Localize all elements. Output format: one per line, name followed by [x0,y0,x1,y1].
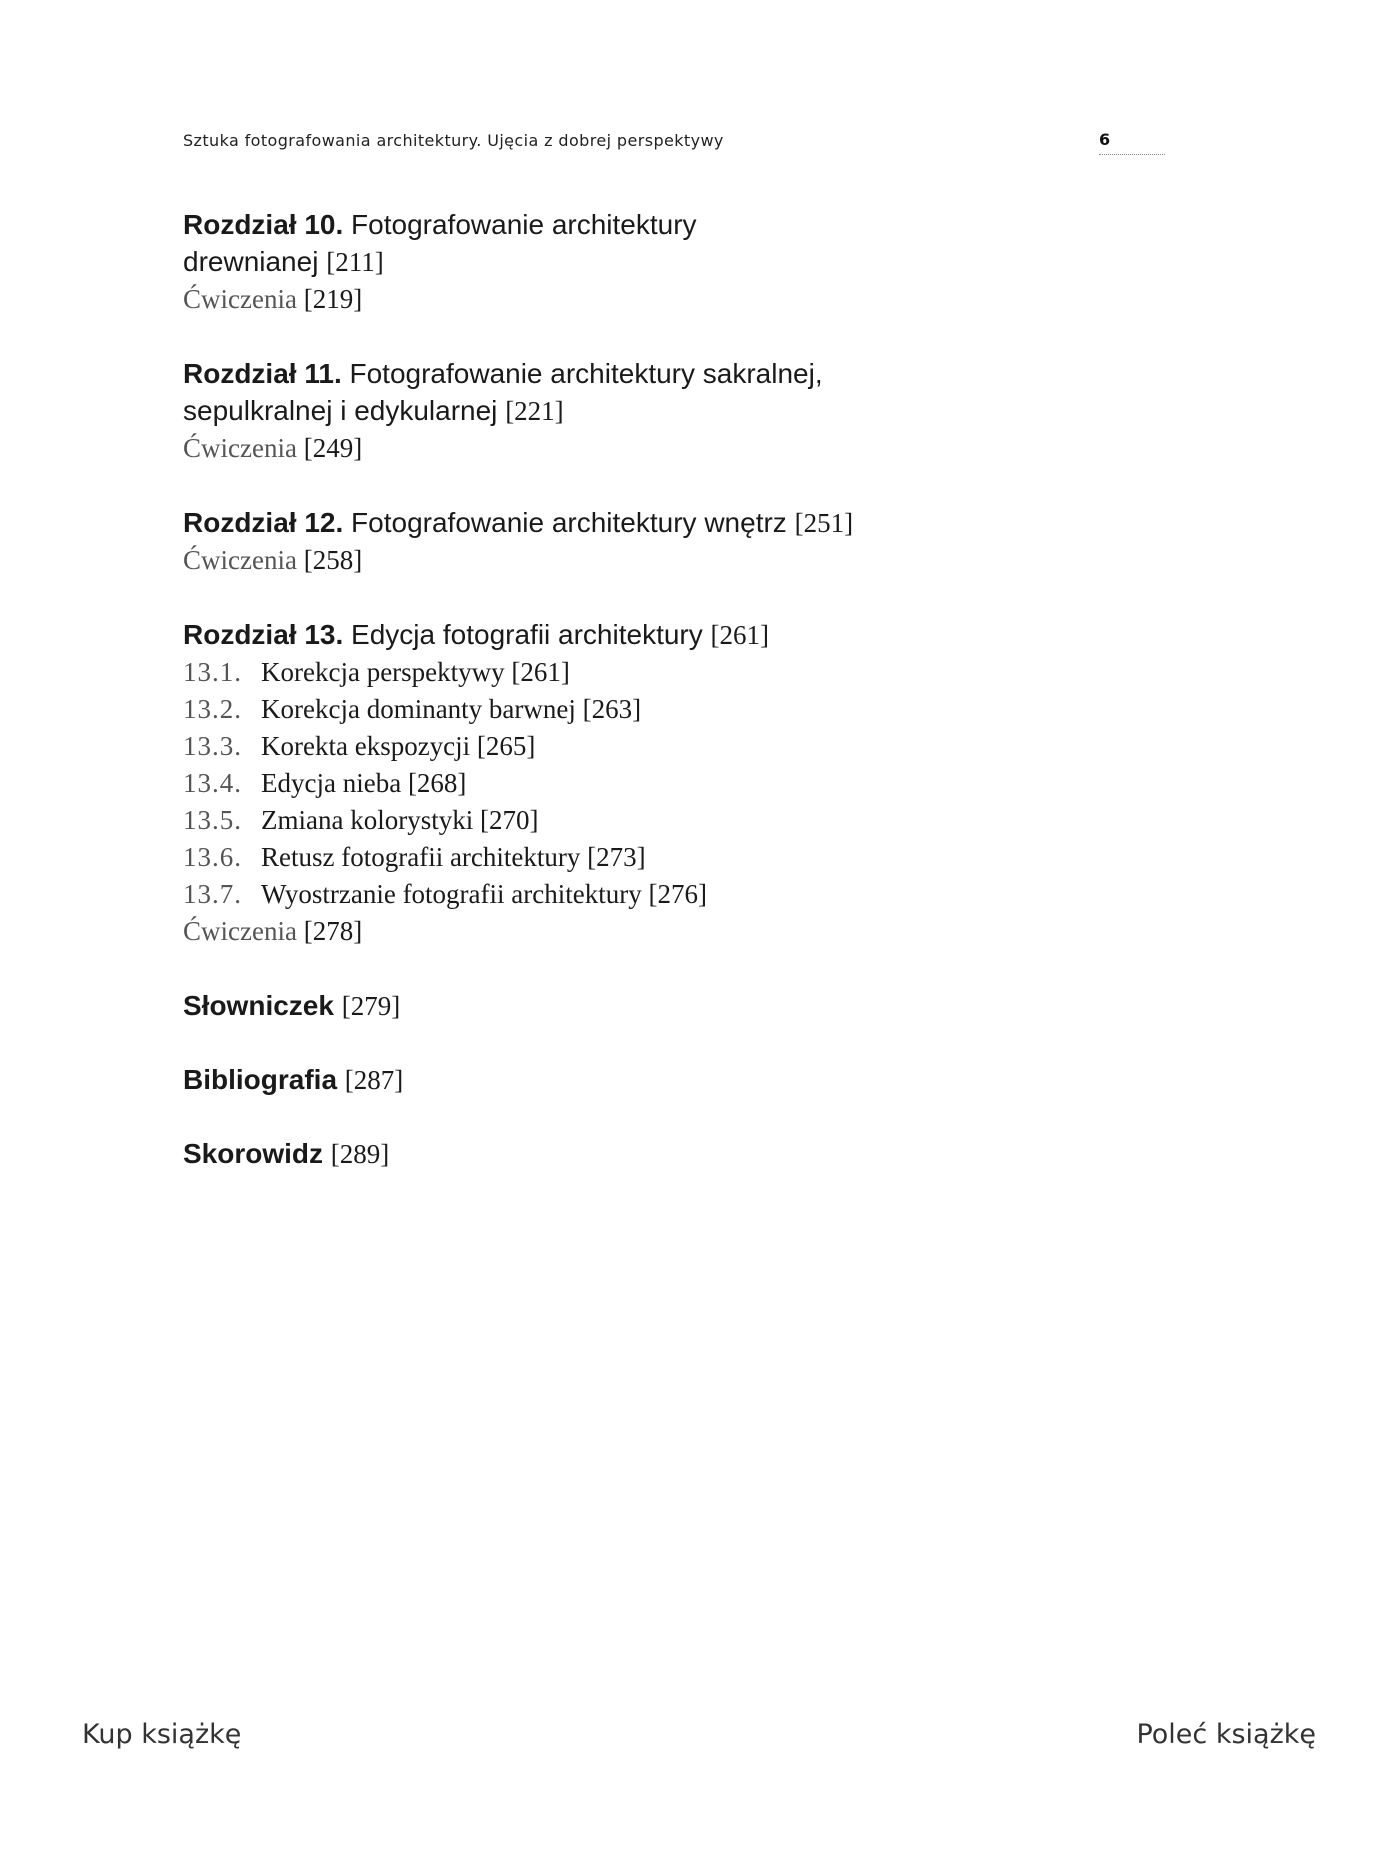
section-entry [183,691,1183,728]
index-label: Skorowidz [183,1138,324,1169]
exercise-entry [183,430,1183,467]
chapter-page: [211] [326,247,384,277]
section-title: Korekcja dominanty barwnej [261,694,576,724]
section-entry [183,802,1183,839]
section-number: 13.6. [183,842,242,872]
glossary-page: [279] [341,991,401,1021]
section-page: [276] [648,879,707,909]
buy-book-link[interactable]: Kup książkę [82,1719,242,1750]
section-number: 13.4. [183,768,242,798]
chapter-page: [261] [710,620,770,650]
section-title: Korekta ekspozycji [261,731,471,761]
exercise-entry [183,913,1183,950]
chapter-label: Rozdział 11. [183,358,342,389]
exercise-label: Ćwiczenia [183,916,297,946]
section-page: [263] [582,694,642,724]
section-entry [183,839,1183,876]
index-page: [289] [330,1139,390,1169]
chapter-page: [251] [794,508,854,538]
section-number: 13.3. [183,731,242,761]
bibliography-label: Bibliografia [183,1064,338,1095]
bibliography-page: [287] [344,1065,404,1095]
section-entry [183,728,1183,765]
section-title: Wyostrzanie fotografii architektury [261,879,642,909]
section-title: Korekcja perspektywy [261,657,505,687]
toc-chapter-10 [183,206,1183,318]
chapter-title: Fotografowanie architektury [351,209,697,240]
section-title: Retusz fotografii architektury [261,842,581,872]
section-entry [183,654,1183,691]
section-number: 13.2. [183,694,242,724]
section-page: [261] [511,657,570,687]
chapter-page: [221] [505,396,564,426]
recommend-book-link[interactable]: Poleć książkę [1136,1719,1316,1750]
chapter-title-continued: drewnianej [183,246,319,277]
chapter-title: Fotografowanie architektury sakralnej, [349,358,823,389]
section-entry [183,765,1183,802]
table-of-contents [183,206,1183,1173]
chapter-label: Rozdział 12. [183,507,344,538]
exercise-label: Ćwiczenia [183,545,297,575]
chapter-title: Edycja fotografii architektury [351,619,703,650]
toc-glossary [183,987,1183,1025]
toc-chapter-12 [183,504,1183,579]
exercise-entry [183,542,1183,579]
section-page: [270] [479,805,539,835]
section-entry [183,876,1183,913]
chapter-title: Fotografowanie architektury wnętrz [351,507,787,538]
exercise-label: Ćwiczenia [183,433,297,463]
chapter-label: Rozdział 13. [183,619,344,650]
exercise-entry [183,281,1183,318]
toc-index [183,1135,1183,1173]
section-number: 13.7. [183,879,242,909]
section-number: 13.1. [183,657,242,687]
exercise-page: [258] [303,545,363,575]
chapter-title-continued: sepulkralnej i edykularnej [183,395,498,426]
toc-chapter-11 [183,355,1183,467]
page-number: 6 [1099,130,1165,155]
running-title: Sztuka fotografowania architektury. Ujęcia z dobrej perspektywy [183,131,724,150]
section-title: Zmiana kolorystyki [261,805,474,835]
toc-chapter-13 [183,616,1183,950]
exercise-page: [278] [303,916,363,946]
section-page: [265] [476,731,536,761]
chapter-label: Rozdział 10. [183,209,344,240]
section-page: [273] [587,842,646,872]
section-number: 13.5. [183,805,242,835]
exercise-page: [249] [303,433,363,463]
section-title: Edycja nieba [261,768,402,798]
section-page: [268] [407,768,467,798]
exercise-label: Ćwiczenia [183,284,297,314]
exercise-page: [219] [303,284,363,314]
toc-bibliography [183,1061,1183,1099]
glossary-label: Słowniczek [183,990,334,1021]
